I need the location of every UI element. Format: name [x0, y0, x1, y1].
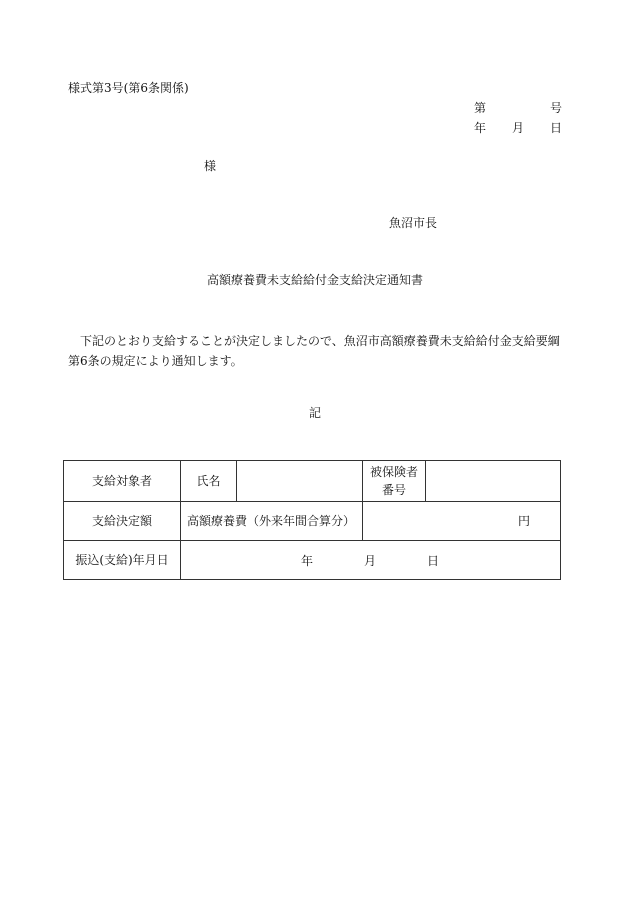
table-row [64, 461, 561, 502]
transfer-date-label: 振込(支給)年月日 [64, 541, 181, 580]
body-text-content: 下記のとおり支給することが決定しましたので、魚沼市高額療養費未支給給付金支給要綱第6条の規定により通知します。 [68, 334, 560, 368]
number-prefix: 第 [474, 101, 487, 115]
transfer-date-year: 年 [301, 554, 314, 568]
table-row [64, 502, 561, 541]
issue-date-month: 月 [512, 121, 525, 135]
document-title: 高額療養費未支給給付金支給決定通知書 [206, 273, 423, 287]
insured-number-field[interactable] [426, 461, 561, 502]
insured-number-label [363, 461, 426, 502]
insured-number-label-line2: 番号 [381, 483, 406, 497]
name-label: 氏名 [181, 461, 237, 502]
issue-date-day: 日 [550, 121, 563, 135]
decision-amount-label: 支給決定額 [64, 502, 181, 541]
number-suffix: 号 [550, 101, 563, 115]
yen-unit: 円 [517, 514, 530, 528]
transfer-date-field[interactable] [181, 541, 561, 580]
recipient-label: 支給対象者 [64, 461, 181, 502]
insured-number-label-line1: 被保険者 [369, 465, 418, 479]
form-label: 様式第3号(第6条関係) [68, 81, 189, 95]
info-table [63, 460, 561, 580]
ki-heading: 記 [308, 406, 321, 420]
issue-date-year: 年 [474, 121, 487, 135]
name-field[interactable] [237, 461, 363, 502]
issuer: 魚沼市長 [389, 216, 438, 230]
transfer-date-day: 日 [427, 554, 440, 568]
decision-amount-item: 高額療養費（外来年間合算分） [181, 502, 363, 541]
table-row [64, 541, 561, 580]
transfer-date-month: 月 [364, 554, 377, 568]
body-text [68, 331, 562, 371]
amount-field[interactable] [363, 502, 561, 541]
addressee: 様 [204, 159, 217, 173]
